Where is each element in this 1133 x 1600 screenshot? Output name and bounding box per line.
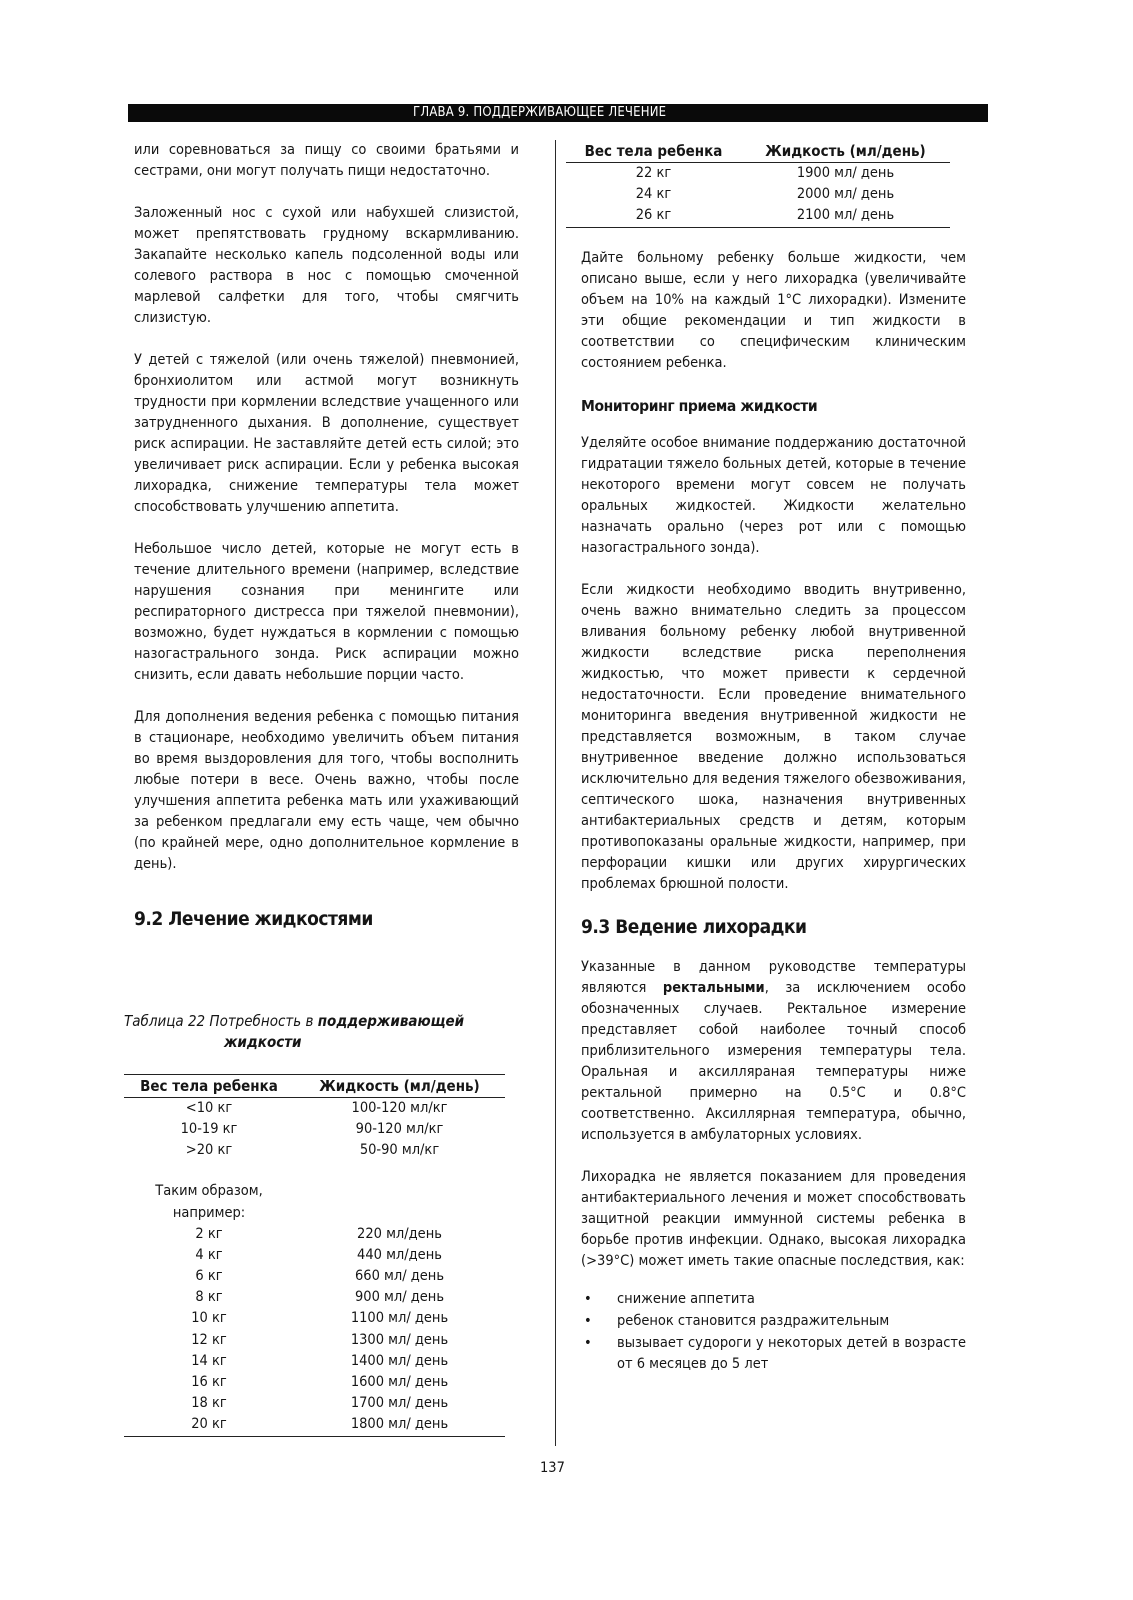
table-row xyxy=(566,205,950,227)
left-column xyxy=(134,140,519,931)
table-row xyxy=(124,1140,505,1161)
page-number: 137 xyxy=(540,1460,565,1476)
paragraph: или соревноваться за пищу со своими братьями и сестрами, они могут получать пищи недостаточно. xyxy=(134,142,519,179)
table-row xyxy=(124,1119,505,1140)
fluid-cell: 660 мл/ день xyxy=(354,1268,445,1285)
paragraph-temperature xyxy=(581,957,966,1146)
fluid-cell: 1100 мл/ день xyxy=(350,1310,449,1327)
fluid-cell: 1900 мл/ день xyxy=(796,165,895,181)
fluid-cell: 50-90 мл/кг xyxy=(359,1142,440,1159)
weight-cell: 4 кг xyxy=(195,1246,223,1263)
fever-consequences-list xyxy=(581,1289,966,1375)
paragraph: Дайте больному ребенку больше жидкости, чем описано выше, если у него лихорадка (увеличивайте объем на 10% на каждый 1°С лихорадки). Измените эти общие рекомендации и тип жидкости в соответствии со специфическим клиническим состоянием ребенка. xyxy=(581,250,966,371)
weight-cell: 2 кг xyxy=(195,1225,223,1242)
table-row xyxy=(124,1287,505,1308)
fluid-cell: 900 мл/ день xyxy=(354,1289,445,1306)
table-header: Жидкость (мл/день) xyxy=(294,1075,505,1098)
weight-cell: 22 кг xyxy=(635,165,672,181)
fluid-cell: 2000 мл/ день xyxy=(796,186,895,203)
table-caption-bold: поддерживающей xyxy=(317,1012,465,1030)
table-row xyxy=(124,1266,505,1287)
fluid-cell: 1300 мл/ день xyxy=(350,1331,449,1348)
table-caption-prefix: Таблица 22 Потребность в xyxy=(124,1012,318,1030)
weight-cell: 18 кг xyxy=(191,1395,227,1412)
fluid-cell: 440 мл/день xyxy=(357,1246,442,1263)
fluid-cell: 1800 мл/ день xyxy=(350,1416,449,1433)
table-row xyxy=(124,1372,505,1393)
weight-cell: 10 кг xyxy=(191,1310,227,1327)
fluid-cell: 1600 мл/ день xyxy=(350,1374,449,1391)
weight-cell: 16 кг xyxy=(191,1374,227,1391)
table-row xyxy=(566,163,950,185)
weight-cell: 6 кг xyxy=(195,1268,223,1285)
fluid-cell: 2100 мл/ день xyxy=(796,207,895,224)
fluid-cell: 220 мл/день xyxy=(357,1225,442,1242)
table-header: Вес тела ребенка xyxy=(124,1075,294,1098)
table-row xyxy=(124,1245,505,1266)
paragraph: Для дополнения ведения ребенка с помощью питания в стационаре, необходимо увеличить объем питания во время выздоровления для того, чтобы восполнить любые потери в весе. Очень важно, чтобы после улучшения аппетита ребенка мать или ухаживающий за ребенком предлагали ему есть чаще, чем обычно (по крайней мере, одно дополнительное кормление в день). xyxy=(134,709,519,872)
section-heading-fever: 9.3 Ведение лихорадки xyxy=(581,916,807,938)
paragraph: У детей с тяжелой (или очень тяжелой) пневмонией, бронхиолитом или астмой могут возникнуть трудности при кормлении вследствие учащенного или затрудненного дыхания. В дополнение, существует риск аспирации. Не заставляйте детей есть силой; это увеличивает риск аспирации. Если у ребенка высокая лихорадка, снижение температуры тела может способствовать улучшению аппетита. xyxy=(134,352,519,515)
subsection-heading-monitoring: Мониторинг приема жидкости xyxy=(581,397,818,415)
table-row xyxy=(566,184,950,205)
paragraph: Заложенный нос с сухой или набухшей слизистой, может препятствовать грудному вскармливанию. Закапайте несколько капель подсоленной воды или солевого раствора в нос с помощью смоченной марлевой салфетки для того, чтобы смягчить слизистую. xyxy=(134,205,519,326)
table-row xyxy=(124,1308,505,1329)
fluid-requirement-table xyxy=(124,1074,505,1437)
fluid-table-continuation xyxy=(566,140,950,228)
fluid-cell: 100-120 мл/кг xyxy=(351,1100,448,1116)
weight-cell: 20 кг xyxy=(191,1416,227,1433)
weight-cell: 8 кг xyxy=(195,1289,223,1306)
column-divider xyxy=(555,140,556,1446)
table-row xyxy=(124,1351,505,1372)
weight-cell: 24 кг xyxy=(635,186,672,203)
list-item: • снижение аппетита xyxy=(581,1289,966,1310)
table-header: Жидкость (мл/день) xyxy=(741,140,950,163)
paragraph-text: Указанные в данном руководстве температуры являются xyxy=(581,959,966,996)
paragraph: Небольшое число детей, которые не могут есть в течение длительного времени (например, вследствие нарушения сознания при менингите или респираторного дистресса при тяжелой пневмонии), возможно, будет нуждаться в кормлении с помощью назогастрального зонда. Риск аспирации можно снизить, если давать небольшие порции часто. xyxy=(134,541,519,683)
weight-cell: 12 кг xyxy=(191,1331,227,1348)
table-row xyxy=(124,1098,505,1120)
table-note-row xyxy=(124,1180,505,1202)
fluid-cell: 1400 мл/ день xyxy=(350,1352,449,1369)
weight-cell: >20 кг xyxy=(185,1142,233,1159)
section-heading-fluids: 9.2 Лечение жидкостями xyxy=(134,908,373,930)
emphasis-rectal: ректальными xyxy=(662,980,765,996)
table-note: Таким образом, xyxy=(155,1182,263,1199)
weight-cell: 10-19 кг xyxy=(180,1121,238,1138)
table-caption-line2: жидкости xyxy=(224,1033,302,1051)
table-note-row xyxy=(124,1202,505,1224)
chapter-header-title: ГЛАВА 9. ПОДДЕРЖИВАЮЩЕЕ ЛЕЧЕНИЕ xyxy=(413,105,667,120)
paragraph: Уделяйте особое внимание поддержанию достаточной гидратации тяжело больных детей, которые в течение некоторого времени могут совсем не получать оральных жидкостей. Жидкости желательно назначать орально (через рот или с помощью назогастрального зонда). xyxy=(581,435,966,556)
fluid-cell: 1700 мл/ день xyxy=(350,1395,449,1412)
paragraph: Если жидкости необходимо вводить внутривенно, очень важно внимательно следить за процессом вливания больному ребенку любой внутривенной жидкости вследствие риска переполнения жидкостью, что может привести к сердечной недостаточности. Если проведение внимательного мониторинга введения внутривенной жидкости не представляется возможным, в таком случае внутривенное введение должно использоваться исключительно для ведения тяжелого обезвоживания, септического шока, назначения внутривенных антибактериальных средств и детям, которым противопоказаны оральные жидкости, например, при перфорации кишки или других хирургических проблемах брюшной полости. xyxy=(581,582,966,892)
table-caption xyxy=(124,1011,524,1053)
paragraph-text: , за исключением особо обозначенных случаев. Ректальное измерение представляет собой наиболее точный способ приблизительного измерения температуры тела. Оральная и аксилляраная температуры ниже ректальной примерно на 0.5°С и 0.8°С соответственно. Аксиллярная температура, обычно, используется в амбулаторных условиях. xyxy=(581,980,966,1143)
right-column xyxy=(581,248,966,1376)
table-row xyxy=(124,1330,505,1351)
list-item: • ребенок становится раздражительным xyxy=(581,1311,966,1332)
table-row xyxy=(124,1414,505,1436)
table-row xyxy=(124,1224,505,1245)
list-item: • вызывает судороги у некоторых детей в возрасте от 6 месяцев до 5 лет xyxy=(581,1333,966,1375)
table-header: Вес тела ребенка xyxy=(566,140,741,163)
weight-cell: <10 кг xyxy=(185,1100,233,1116)
table-row xyxy=(124,1393,505,1414)
weight-cell: 14 кг xyxy=(191,1352,227,1369)
table-note: например: xyxy=(172,1204,246,1221)
paragraph: Лихорадка не является показанием для проведения антибактериального лечения и может способствовать защитной реакции иммунной системы ребенка в борьбе против инфекции. Однако, высокая лихорадка (>39°С) может иметь такие опасные последствия, как: xyxy=(581,1169,966,1269)
fluid-cell: 90-120 мл/кг xyxy=(355,1121,444,1138)
weight-cell: 26 кг xyxy=(635,207,672,224)
